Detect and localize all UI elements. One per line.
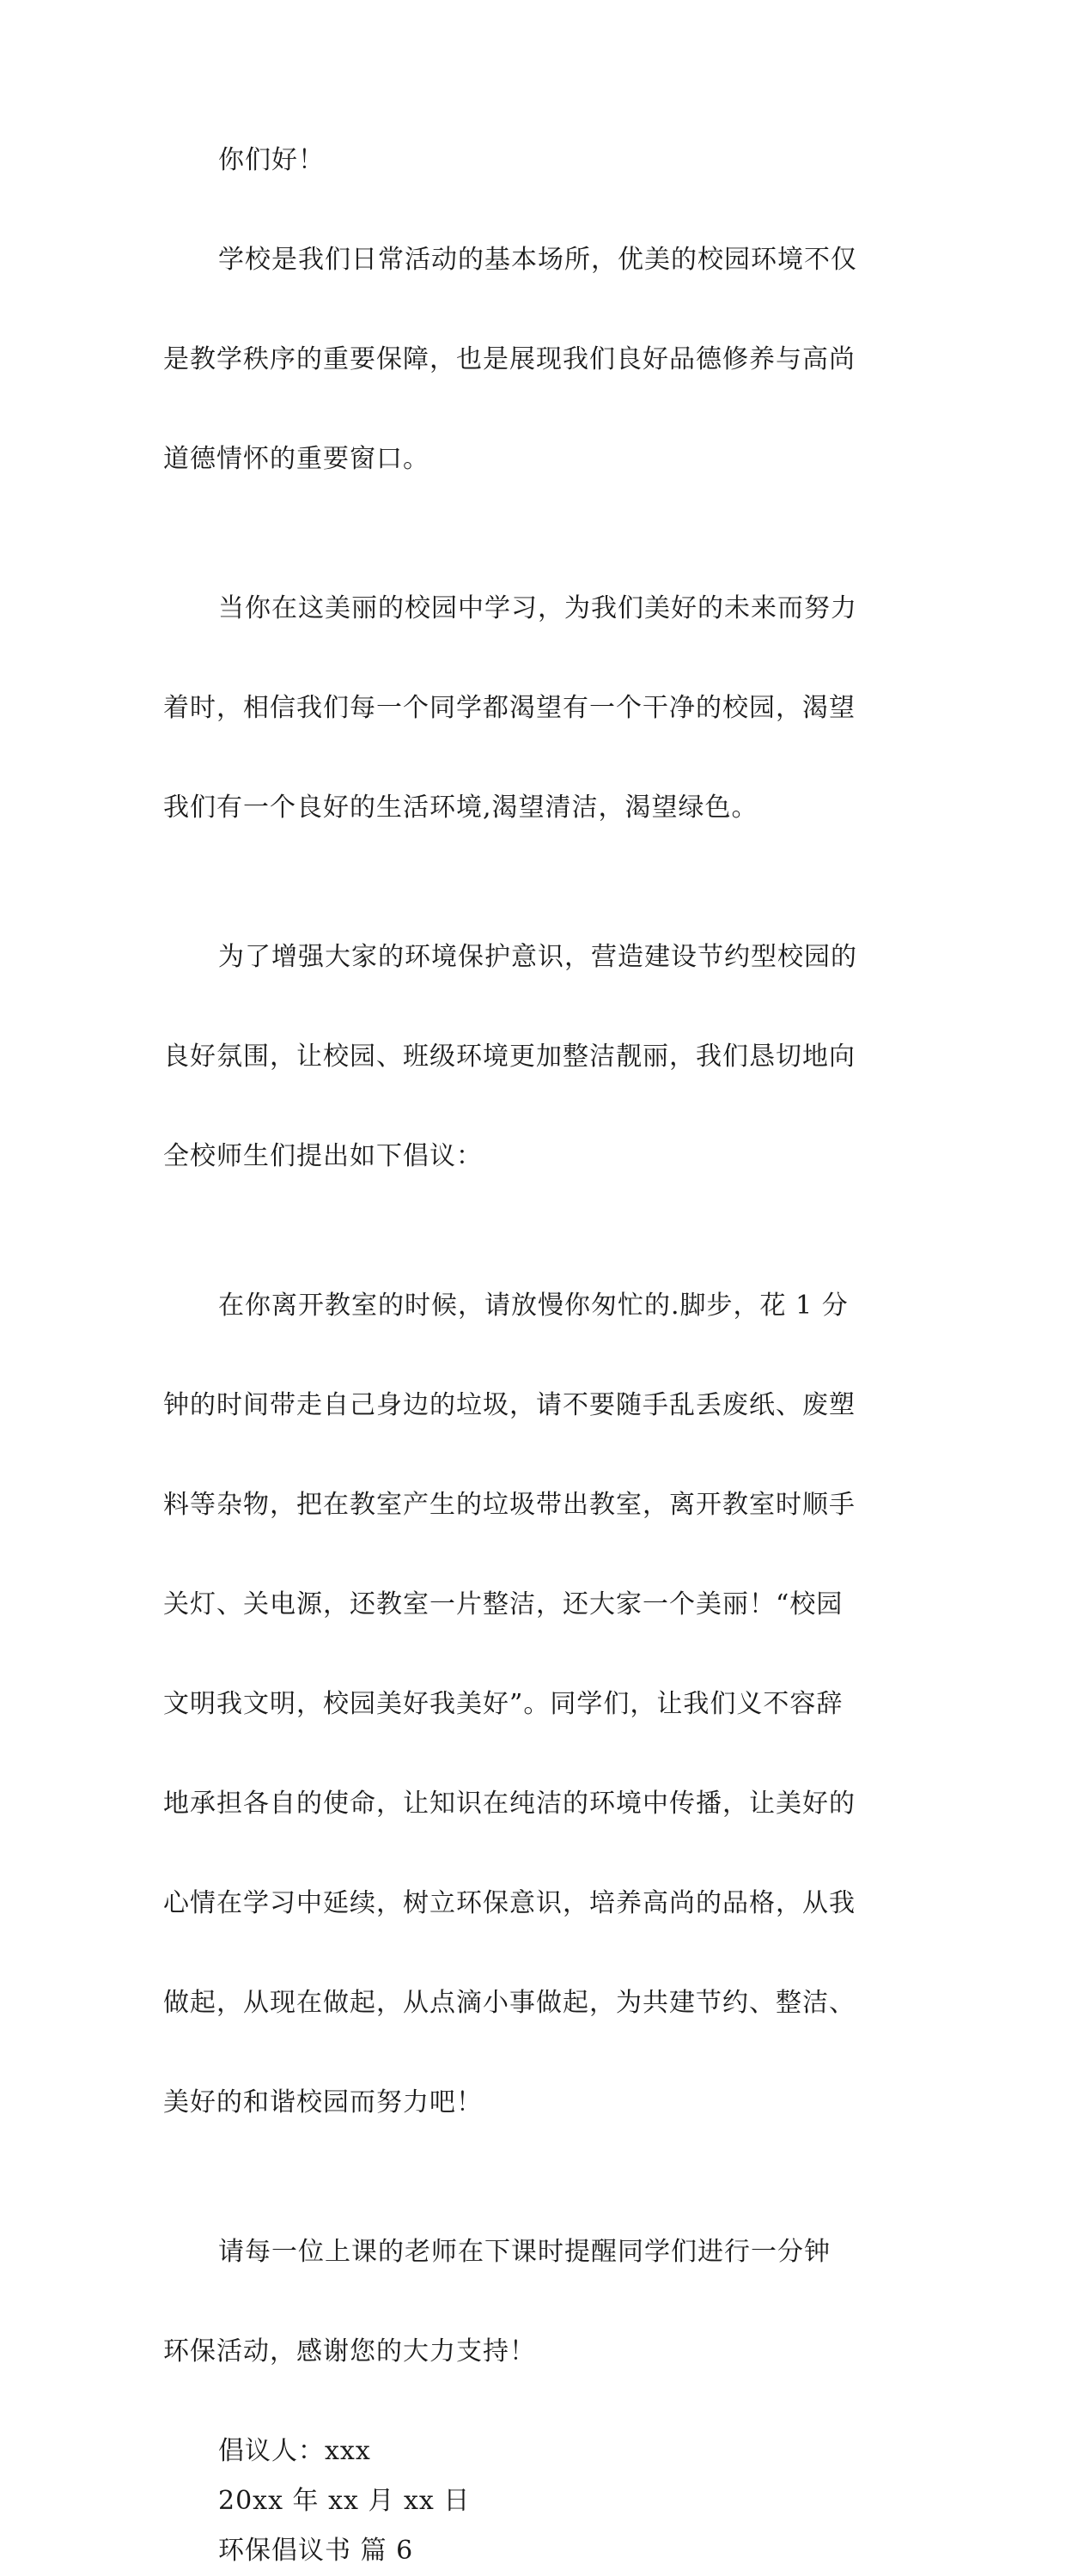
text-line: 环保活动，感谢您的大力支持！ [163,2336,536,2366]
paragraph-4 [163,1231,902,2178]
text-line: 我们有一个良好的生活环境,渴望清洁，渴望绿色。 [163,793,758,823]
text-line: 全校师生们提出如下倡议： [163,1141,483,1171]
paragraph-3 [163,883,902,1231]
next-section-heading: 环保倡议书 篇 6 [218,2536,414,2566]
date: 20xx 年 xx 月 xx 日 [218,2486,471,2516]
paragraph-2 [163,534,902,883]
text-line: 着时，相信我们每一个同学都渴望有一个干净的校园，渴望 [163,693,856,723]
text-line: 关灯、关电源，还教室一片整洁，还大家一个美丽！“校园 [163,1589,844,1619]
text-line: 是教学秩序的重要保障，也是展现我们良好品德修养与高尚 [163,344,856,374]
text-line: 良好氛围，让校园、班级环境更加整洁靓丽，我们恳切地向 [163,1042,856,1072]
text-line: 地承担各自的使命，让知识在纯洁的环境中传播，让美好的 [163,1789,856,1819]
text-line: 道德情怀的重要窗口。 [163,444,429,474]
signature: 倡议人：xxx [218,2436,371,2466]
text-line: 请每一位上课的老师在下课时提醒同学们进行一分钟 [218,2237,831,2267]
paragraph-1 [163,185,902,534]
text-line: 钟的时间带走自己身边的垃圾，请不要随手乱丢废纸、废塑 [163,1390,856,1420]
text-line: 为了增强大家的环境保护意识，营造建设节约型校园的 [218,942,857,972]
text-line: 料等杂物，把在教室产生的垃圾带出教室，离开教室时顺手 [163,1490,856,1520]
text-line: 做起，从现在做起，从点滴小事做起，为共建节约、整洁、 [163,1988,856,2018]
greeting: 你们好！ [218,145,325,175]
paragraph-5 [163,2178,902,2427]
text-line: 美好的和谐校园而努力吧！ [163,2087,483,2117]
text-line: 当你在这美丽的校园中学习，为我们美好的未来而努力 [218,593,857,623]
document-body [163,136,902,2576]
text-line: 在你离开教室的时候，请放慢你匆忙的.脚步，花 1 分 [218,1291,849,1321]
text-line: 文明我文明，校园美好我美好”。同学们，让我们义不容辞 [163,1689,844,1719]
text-line: 学校是我们日常活动的基本场所，优美的校园环境不仅 [218,245,857,275]
text-line: 心情在学习中延续，树立环保意识，培养高尚的品格，从我 [163,1888,856,1918]
